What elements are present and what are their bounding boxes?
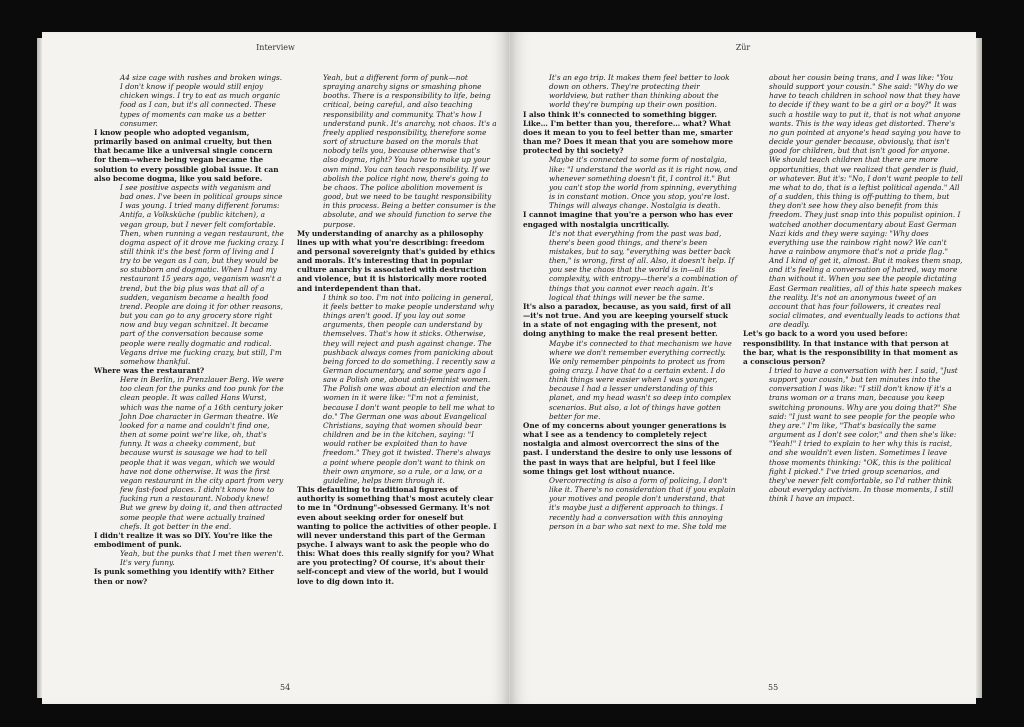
page-number: 55	[768, 683, 779, 692]
left-page	[42, 32, 510, 704]
interviewee-answer: Here in Berlin, in Prenzlauer Berg. We were too clean for the punks and too punk for the clean people. It was called Hans Wurst, which was the name of a 16th century joker John Doe character in German theatre. We looked for a name and couldn't find one, then at some point we're like, oh, that's funny. It was a cheeky comment, but because wurst is sausage we had to tell people that it was vegan, which we would have not done otherwise. It was the first vegan restaurant in the city apart from very few fast-food places. I didn't know how to fucking run a restaurant. Nobody knew! But we grew by doing it, and then attracted some people that were actually trained chefs. It got better in the end.	[120, 375, 284, 531]
text-column	[94, 73, 284, 586]
interviewee-answer: about her cousin being trans, and I was like: "You should support your cousin." She said: "Why do we have to teach children in school now that they have to decide if they want to be a girl or a boy?" It was such a hostile way to put it, that is not what anyone wants. This is the way ideas get distorted. There's no gun pointed at anyone's head saying you have to decide your gender because, obviously, that isn't good for children, but that isn't good for anyone. We should teach children that there are more opportunities, that we realized that gender is fluid, or whatever. But it's: "No, I don't want people to tell me what to do, that is a leftist political agenda." All of a sudden, this thing is off-putting to them, but they don't see how they also benefit from this freedom. They just snap into this populist opinion. I watched another documentary about East German Nazi kids and they were saying: "Why does everything use the rainbow right now? We can't have a rainbow anymore that's not a pride flag." And I kind of get it, almost. But it makes them snap, and it's feeling a conversation of hatred, way more than without it. When you see the people dictating East German realities, all of this hate speech makes the reality. It's not an anonymous tweet of an account that has four followers, it creates real social climates, and eventually leads to actions that are deadly.	[769, 73, 963, 330]
interviewee-answer: It's an ego trip. It makes them feel better to look down on others. They're protecting their worldview, but rather than thinking about the world they're bumping up their own position.	[549, 73, 730, 110]
interviewer-question: Let's go back to a word you used before: responsibility. In that instance with that person at the bar, what is the responsibility in that moment as a conscious person?	[743, 329, 958, 366]
interviewee-answer: I see positive aspects with veganism and bad ones. I've been in political groups since I was young. I tried many different forums: Antifa, a Volksküche (public kitchen), a vegan group, but I never felt comfortable. Then, when running a vegan restaurant, the dogma aspect of it drove me fucking crazy. I still think it's the best form of living and I try to be vegan as I can, but they would be so stubborn and dogmatic. When I had my restaurant 15 years ago, veganism wasn't a trend, but the big plus was that all of a sudden, veganism became a health food trend. People are doing it for other reasons, but you can go to any grocery store right now and buy vegan schnitzel. It became part of the conversation because some people were really dogmatic and radical. Vegans drive me fucking crazy, but still, I'm somehow thankful.	[120, 182, 284, 366]
interviewee-answer: It's not that everything from the past was bad, there's been good things, and there's been mistakes, but to say, "everything was better back then," is wrong, first of all. Also, it doesn't help. If you see the chaos that the world is in—all its complexity, with entropy—there's a combination of things that you cannot ever reach again. It's logical that things will never be the same.	[549, 228, 738, 302]
interviewee-answer: Maybe it's connected to some form of nostalgia, like: "I understand the world as it is right now, and whenever something doesn't fit, I control it." But you can't stop the world from spinning, everything is in constant motion. Once you stop, you're lost. Things will always change. Nostalgia is death.	[549, 155, 738, 211]
interviewer-question: My understanding of anarchy as a philosophy lines up with what you're describing: freedom and personal sovereignty that's guided by ethics and morals. It's interesting that in popular culture anarchy is associated with destruction and violence, but it is historically more rooted and interdependent than that.	[297, 228, 496, 293]
page-stack-edge-right	[976, 38, 982, 698]
interviewer-question: I know people who adopted veganism, primarily based on animal cruelty, but then that became like a universal single concern for them—where being vegan became the solution to every possible global issue. It can also become dogma, like you said before.	[94, 127, 279, 183]
interviewer-question: I cannot imagine that you're a person who has ever engaged with nostalgia uncritically.	[523, 210, 733, 229]
interviewer-question: It's also a paradox, because, as you said, first of all—it's not true. And you are keeping yourself stuck in a state of not engaging with the present, not doing anything to make the real present better.	[523, 301, 731, 339]
text-column	[523, 73, 738, 531]
interviewee-answer: A4 size cage with rashes and broken wings. I don't know if people would still enjoy chicken wings. I try to eat as much organic food as I can, but it's all connected. These types of moments can make us a better consumer.	[120, 73, 283, 128]
interviewee-answer: Overcorrecting is also a form of policing, I don't like it. There's no consideration that if you explain your motives and people don't understand, that it's maybe just a different approach to things. I recently had a conversation with this annoying person in a bar who sat next to me. She told me	[549, 475, 736, 531]
interviewee-answer: Maybe it's connected to that mechanism we have where we don't remember everything correctly. We only remember pinpoints to protect us from going crazy. I have that to a certain extent. I do think things were easier when I was younger, because I had a lesser understanding of this planet, and my head wasn't so deep into complex scenarios. But also, a lot of things have gotten better for me.	[549, 338, 732, 421]
interviewee-answer: I think so too. I'm not into policing in general, it feels better to make people understand why things aren't good. If you lay out some arguments, then people can understand by themselves. That's how it sticks. Otherwise, they will reject and push against change. The pushback always comes from panicking about being forced to do something. I recently saw a German documentary, and some years ago I saw a Polish one, about anti-feminist women. The Polish one was about an election and the women in it were like: "I'm not a feminist, because I don't want people to tell me what to do." The German one was about Evangelical Christians, saying that women should bear children and be in the kitchen, saying: "I would rather be exploited than to have freedom." They got it twisted. There's always a point where people don't want to think on their own anymore, so a rule, or a law, or a guideline, helps them through it.	[323, 292, 496, 485]
interviewee-answer: Yeah, but the punks that I met then weren't. It's very funny.	[120, 549, 284, 568]
interviewer-question: One of my concerns about younger generations is what I see as a tendency to completely reject nostalgia and almost overcorrect the sins of the past. I understand the desire to only use lessons of the past in ways that are helpful, but I feel like some things get lost without nuance.	[523, 420, 732, 476]
text-column	[297, 73, 497, 586]
interviewer-question: Where was the restaurant?	[94, 366, 205, 375]
interviewer-question: I didn't realize it was so DIY. You're like the embodiment of punk.	[94, 530, 273, 549]
interviewer-question: Is punk something you identify with? Either then or now?	[94, 567, 274, 586]
running-header: Zür	[735, 43, 751, 52]
interviewee-answer: Yeah, but a different form of punk—not spraying anarchy signs or smashing phone booths. There is a responsibility to life, being critical, being careful, and also teaching responsibility and community. That's how I understand punk. It's anarchy, not chaos. It's a freely applied responsibility, therefore some sort of structure based on the morals that nobody tells you, because otherwise that's also dogma, right? You have to make up your own mind. You can teach responsibility. If we abolish the police right now, there's going to be chaos. The police abolition movement is good, but we need to be taught responsibility in this process. Being a better consumer is the absolute, and we should function to serve the purpose.	[323, 73, 497, 229]
right-page	[510, 32, 976, 704]
text-column	[743, 73, 963, 503]
running-header: Interview	[256, 43, 295, 52]
interviewer-question: This defaulting to traditional figures of authority is something that's most acutely clear to me in "Ordnung"-obsessed Germany. It's not even about seeking order for oneself but wanting to police the activities of other people. I will never understand this part of the German psyche. I always want to ask the people who do this: What does this really signify for you? What are you protecting? Of course, it's about their self-concept and view of the world, but I would love to dig down into it.	[297, 485, 497, 586]
magazine-spread	[42, 32, 976, 704]
interviewee-answer: I tried to have a conversation with her. I said, "Just support your cousin," but ten minutes into the conversation I was like: "I still don't know if it's a trans woman or a trans man, because you keep switching pronouns. Why are you doing that?" She said: "I just want to see people for the people who they are." I'm like, "That's basically the same argument as I don't see color," and then she's like: "Yeah!" I tried to explain to her why this is racist, and she wouldn't even listen. Sometimes I leave those moments thinking: "OK, this is the political fight I picked." I've tried group scenarios, and they've never felt comfortable, so I'd rather think about everyday activism. In those moments, I still think I have an impact.	[769, 366, 958, 504]
interviewer-question: I also think it's connected to something bigger. Like… I'm better than you, therefore… what? What does it mean to you to feel better than me, smarter than me? Does it mean that you are somehow more protected by thi society?	[523, 109, 733, 156]
page-number: 54	[280, 683, 291, 692]
